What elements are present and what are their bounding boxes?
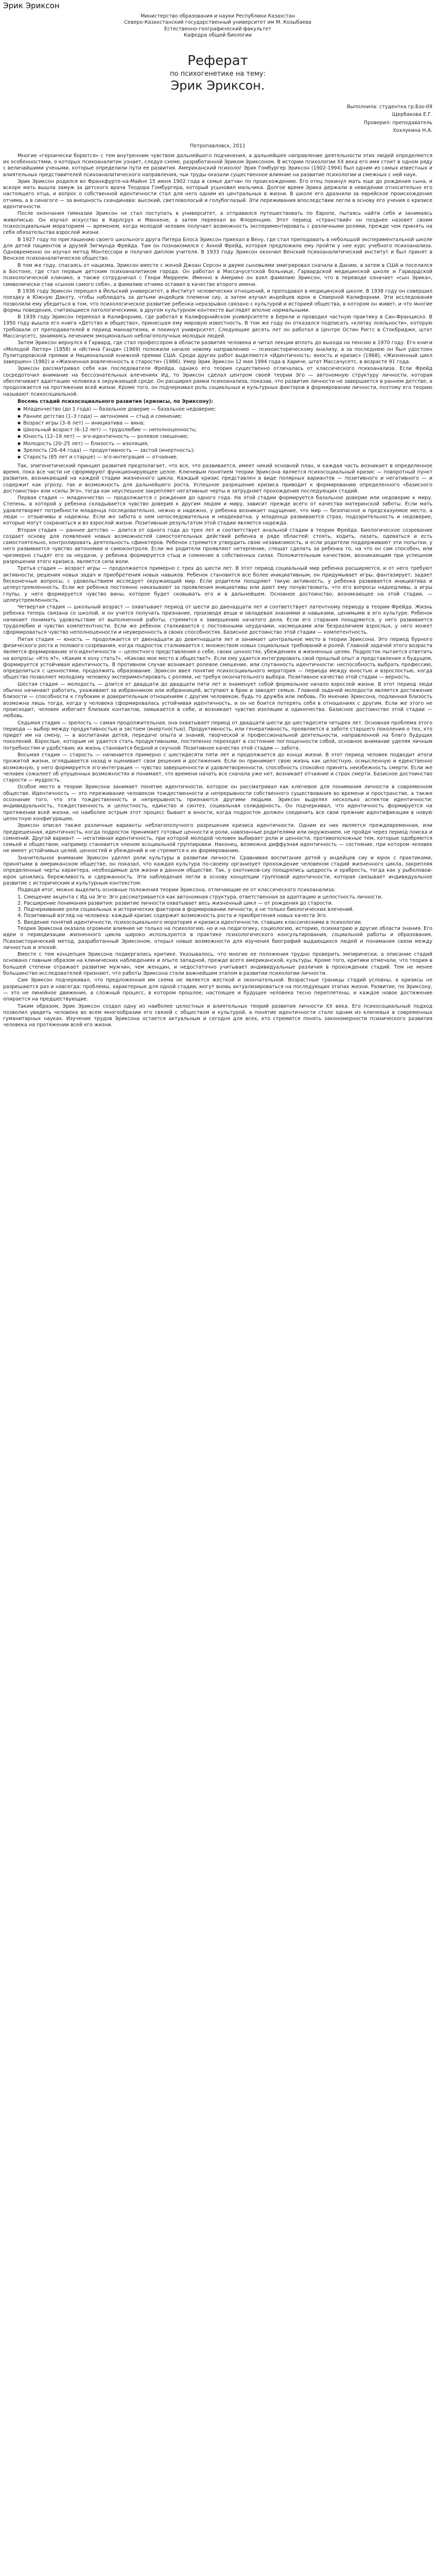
numbered-item: 3. Подчеркивание роли социальных и исторических факторов в формировании личности, а не только биологических влечений. [18, 907, 354, 913]
paragraph: Значительное внимание Эриксон уделял роли культуры в развитии личности. Сравнивая воспитание детей у индейцев сиу и юрок с практиками, принятыми в американском обществе, он показал, что каждая культура по-своему организует прохождение человеком стадий жизненного цикла, закрепляя определенные черты характера, необходимые для жизни в данном обществе. Так, у охотников-сиу поощрялись щедрость и храбрость, тогда как у рыболовов-юрок ценились бережливость и сдержанность. Эти наблюдения легли в основу концепции групповой идентичности, которая связывает индивидуальное развитие с историческим и культурным контекстом. [3, 855, 432, 886]
numbered-item: 1. Смещение акцента с Ид на Эго: Эго рассматривается как автономная структура, ответственная за адаптацию и целостность личности. [18, 894, 383, 900]
stages-heading [18, 399, 432, 405]
paragraph: Четвертая стадия — школьный возраст — охватывает период от шести до двенадцати лет и соответствует латентному периоду в теории Фрейда. Жизнь ребенка теперь связана со школой, и он учится получать признание, производя вещи и овладевая знаниями и навыками, ценимыми в его культуре. Ребенок начинает понимать удовольствие от выполненной работы, стремится к завершению начатого дела. Если его старания поощряются, у него развивается трудолюбие и чувство компетентности. Если же ребенок сталкивается с постоянными неудачами, насмешками или безразличием взрослых, у него может сформироваться чувство неполноценности и неуверенность в своих способностях. Базисное достоинство этой стадии — компетентность. [3, 604, 432, 636]
paragraph: Сам Эриксон подчеркивал, что предложенная им схема не является жесткой и окончательной. Возрастные границы стадий условны, а кризисы не разрешаются раз и навсегда: проблемы, характерные для одной стадии, могут вновь актуализироваться на последующих этапах жизни. Развитие, по Эриксону, — это не линейное движение, а сложный процесс, в котором прошлое, настоящее и будущее человека тесно переплетены, и каждое новое достижение опирается на предшествующие. [3, 977, 432, 1003]
stage-item: ● Младенчество (до 1 года) — базальное доверие — базальное недоверие; [18, 406, 432, 413]
place-date: Петропавловск, 2011 [190, 143, 246, 149]
numbered-item: 4. Позитивный взгляд на человека: каждый кризис содержит возможность роста и приобретения новых качеств Эго. [18, 913, 327, 919]
paragraph: В 1936 году Эриксон перешел в Йельский университет, в Институт человеческих отношений, и преподавал в медицинской школе. В 1938 году он совершил поездку в Южную Дакоту, чтобы наблюдать за детьми индейцев племени сиу, а затем изучал индейцев юрок в Северной Калифорнии. Эти исследования позволили ему убедиться в том, что психологическое развитие ребенка неразрывно связано с культурой и историей общества, в котором он живет, и что многие формы поведения, считающиеся патологическими, в другом культурном контексте выглядят вполне нормальными. [3, 288, 432, 313]
paragraph: Таким образом, Эрик Эриксон создал одну из наиболее целостных и влиятельных теорий развития личности XX века. Его психосоциальный подход позволил увидеть человека во всем многообразии его связей с обществом и культурой, а понятие идентичности стало одним из ключевых в современных гуманитарных науках. Изучение трудов Эриксона остается актуальным и сегодня для всех, кто стремится понять закономерности психического развития человека на протяжении всей его жизни. [3, 1003, 432, 1028]
stage-item: ● Школьный возраст (6–12 лет) — трудолюбие — неполноценность; [18, 427, 432, 433]
signature-line: Щербакова Е.Г. [392, 112, 432, 118]
paragraph: Шестая стадия — молодость — длится от двадцати до двадцати пяти лет и знаменует собой формальное начало взрослой жизни. В этот период люди обычно начинают работать, ухаживают за избранником или избранницей, вступают в брак и заводят семью. Главной задачей молодости является достижение близости — способности к глубоким и доверительным отношениям с другим человеком, будь то дружба или любовь. По мнению Эриксона, подлинная близость возможна лишь тогда, когда у человека сформировалась устойчивая идентичность, и он не боится потерять себя в отношениях с другим. Если же этого не происходит, человек избегает близких контактов, замыкается в себе, и возникает чувство изоляции и одиночества. Базисное достоинство этой стадии — любовь. [3, 681, 432, 719]
header-line-faculty: Естественно-географический факультет [164, 26, 271, 32]
main-section [3, 463, 432, 894]
paragraph: Затем Эриксон вернулся в Гарвард, где стал профессором в области развития человека и читал лекции вплоть до выхода на пенсию в 1970 году. Его книги «Молодой Лютер» (1958) и «Истина Ганди» (1969) положили начало новому направлению — психоисторическому анализу, а за последнюю он был удостоен Пулитцеровской премии и Национальной книжной премии США. Среди других работ выделяются «Идентичность: юность и кризис» (1968), «Жизненный цикл завершен» (1982) и «Жизненная вовлеченность в старости» (1986). Умер Эрик Эриксон 12 мая 1994 года в Хариче, штат Массачусетс, в возрасте 91 года. [3, 340, 432, 365]
paragraph: Эрик Эриксон родился во Франкфурте-на-Майне 15 июня 1902 года в семье датчан по происхождению. Его отец покинул мать еще до рождения сына, и вскоре мать вышла замуж за детского врача Теодора Гомбургера, который усыновил мальчика. Долгое время Эрика держали в неведении относительно его настоящего отца, и вопрос о собственной идентичности стал для него одним из центральных в жизни. В школе его дразнили за еврейское происхождение отчима, а в синагоге — за внешность скандинава: высокий, светловолосый и голубоглазый. Эти переживания впоследствии легли в основу его учения о кризисе идентичности. [3, 178, 432, 210]
numbered-item: 5. Введение понятий идентичности, психосоциального моратория и кризиса идентичности, ставших классическими в психологии. [18, 919, 362, 925]
signature-line: Хохлукина Н.А. [392, 128, 432, 134]
paragraph: Многие «героически борются» с тем внутренним чувством дальнейшего подчинения, а дальнейшее направление деятельности этих людей определяется их особенностями, о которых психоаналитик узнает, следуя схеме, разработанной Эриком Эриксоном. В истории психологии XX века его имя стоит в одном ряду с величайшими учеными, которые определили пути ее развития. Американский психолог Эрик Гомбургер Эриксон (1902-1994) был одним из самых известных и влиятельных представителей психоаналитического направления, чьи труды оказали существенное влияние на развитие психологии и смежных с ней наук. [3, 152, 432, 178]
paragraph: Подводя итог, можно выделить основные положения теории Эриксона, отличающие ее от классического психоанализа: [18, 887, 336, 893]
header-block [3, 13, 432, 39]
paragraph: Теория Эриксона оказала огромное влияние не только на психологию, но и на педагогику, социологию, историю, психиатрию и другие области знания. Его идеи о периодизации жизненного цикла широко используются в практике психологического консультирования, социальной работы и образования. Психоисторический метод, разработанный Эриксоном, открыл новые возможности для изучения биографий выдающихся людей и понимания связи между личностью и эпохой. [3, 926, 432, 951]
closing-section [3, 926, 432, 1029]
intro-section [3, 153, 432, 398]
stage-item: ● Раннее детство (1–3 года) — автономия — стыд и сомнение; [18, 413, 432, 420]
paragraph: Восьмая стадия — старость — начинается примерно с шестидесяти пяти лет и продолжается до конца жизни. В этот период человек подводит итоги прожитой жизни, оглядывается назад и оценивает свои решения и достижения. Если он принимает свою жизнь как целостную, осмысленную и единственно возможную, у него формируется эго-интеграция — чувство завершенности и удовлетворенности, способность спокойно принять неизбежность смерти. Если же человек сожалеет об упущенных возможностях и понимает, что времени начать все сначала уже нет, возникает отчаяние и страх смерти. Базисное достоинство старости — мудрость. [3, 752, 432, 784]
paragraph: Вместе с тем концепция Эриксона подвергалась критике. Указывалось, что многие ее положения трудно проверить эмпирически, а описание стадий основано главным образом на клинических наблюдениях и опыте западной, прежде всего американской, культуры. Кроме того, критики отмечали, что теория в большей степени отражает развитие мужчин, чем женщин, и недостаточно учитывает индивидуальные различия в прохождении стадий. Тем не менее большинство исследователей признают, что работы Эриксона стали важнейшим этапом в развитии психологии личности. [3, 952, 432, 977]
signature-block [3, 104, 432, 134]
paragraph: Пятая стадия — юность — продолжается от двенадцати до девятнадцати лет и занимает центральное место в теории Эриксона. Это период бурного физического роста и полового созревания, когда подросток сталкивается с множеством новых социальных требований и ролей. Главной задачей этого возраста является формирование эго-идентичности — целостного представления о себе, своих ценностях, убеждениях и жизненных целях. Подросток пытается ответить на вопросы: «Кто я?», «Каким я хочу стать?», «Каково мое место в обществе?». Если ему удается интегрировать свой прошлый опыт и представления о будущем, формируется устойчивая идентичность. В противном случае возникает ролевое смешение, или спутанность идентичности: неспособность выбрать профессию, определиться с ценностями, продолжить образование. Эриксон ввел понятие психосоциального моратория — периода между юностью и взрослостью, когда общество позволяет молодому человеку экспериментировать с ролями, не требуя окончательного выбора. Позитивное качество этой стадии — верность. [3, 636, 432, 681]
paragraph: Так, эпигенетический принцип развития предполагает, что все, что развивается, имеет некий основной план, и каждая часть возникает в определенное время, пока все части не сформируют функционирующее целое. Ключевым понятием теории Эриксона является психосоциальный кризис — поворотный пункт развития, возникающий на каждой стадии жизненного цикла. Каждый кризис представлен в виде полярных вариантов — позитивного и негативного — и содержит как угрозу, так и возможность для дальнейшего роста. Успешное разрешение кризиса приводит к формированию определенного «базисного достоинства» или «силы Эго», тогда как неуспешное закрепляет негативные черты и затрудняет прохождение последующих стадий. [3, 463, 432, 494]
paragraph: Особое место в теории Эриксона занимает понятие идентичности, которое он рассматривал как ключевое для понимания личности в современном обществе. Идентичность — это переживание человеком тождественности и непрерывности собственного существования во времени и пространстве, а также осознание того, что эта тождественность и непрерывность признаются другими людьми. Эриксон выделял несколько аспектов идентичности: индивидуальность, тождественность и целостность, единство и синтез, социальная солидарность. Он подчеркивал, что идентичность формируется на протяжении всей жизни, но наиболее острым этот процесс бывает в юности, когда подросток должен соединить все свои прежние идентификации в новую целостную конфигурацию. [3, 784, 432, 822]
document-body [3, 13, 432, 1029]
paragraph: В 1927 году по приглашению своего школьного друга Питера Блоса Эриксон приехал в Вену, где стал преподавать в небольшой экспериментальной школе для детей пациентов и друзей Зигмунда Фрейда. Там он познакомился с Анной Фрейд, которая предложила ему пройти у нее курс учебного психоанализа. Одновременно он изучал метод Монтессори и получил диплом учителя. В 1933 году Эриксон окончил Венский психоаналитический институт и был принят в Венское психоаналитическое общество. [3, 236, 432, 262]
paragraph: Третья стадия — возраст игры — продолжается примерно с трех до шести лет. В этот период социальный мир ребенка расширяется, и от него требуют активности, решения новых задач и приобретения новых навыков. Ребенок становится все более инициативным, он придумывает игры, фантазирует, задает бесконечные вопросы, с удовольствием исследует окружающий мир. Если родители поощряют такую активность, у ребенка развивается инициатива и целеустремленность. Если же ребенка постоянно наказывают за проявления инициативы или дают ему почувствовать, что его вопросы надоедливы, а игры глупы, у него формируется чувство вины, которое будет сковывать его и в дальнейшем. Основное достоинство, возникающее на этой стадии, — целеустремленность. [3, 566, 432, 603]
paragraph: Эриксон описал также различные варианты неблагополучного разрешения кризиса идентичности. Одним из них является преждевременная, или предрешенная, идентичность, когда подросток принимает готовые ценности и роли, навязанные родителями или окружением, не пройдя через период поиска и сомнений. Другой вариант — негативная идентичность, при которой молодой человек выбирает роли и ценности, противоположные тем, которые одобряются семьей и обществом, например становится членом асоциальной группировки. Наконец, возможна диффузная идентичность — состояние, при котором человек не имеет устойчивых целей, ценностей и убеждений и не стремится к их формированию. [3, 823, 432, 854]
stage-item: ● Молодость (20–25 лет) — близость — изоляция; [18, 440, 432, 447]
essay-subtitle: по психогенетике на тему: [170, 70, 266, 78]
paragraph: Эриксон рассматривал себя как последователя Фрейда, однако его теория существенно отличалась от классического психоанализа. Если Фрейд сосредоточил внимание на бессознательных влечениях Ид, то Эриксон сделал центром своей теории Эго — автономную структуру личности, которая обеспечивает адаптацию человека к окружающей среде. Он расширил рамки психоанализа, показав, что развитие личности не завершается в раннем детстве, а продолжается на протяжении всей жизни. Кроме того, он подчеркивал роль социальных и культурных факторов в формировании личности, поэтому его теорию называют психосоциальной. [3, 366, 432, 397]
essay-title: Реферат [187, 53, 248, 69]
numbered-item: 2. Расширение понимания развития: развитие личности охватывает весь жизненный цикл — от рождения до старости. [18, 900, 333, 906]
title-block [3, 53, 432, 93]
stages-list [3, 406, 432, 461]
signature-line: Проверил: преподаватель [363, 120, 432, 126]
paragraph: После окончания гимназии Эриксон не стал поступать в университет, а отправился путешествовать по Европе, пытаясь найти себя и занимаясь живописью. Он изучал искусство в Карлсруэ и Мюнхене, а затем переехал во Флоренцию. Этот период «странствий» он позднее назовет своим психосоциальным мораторием — временем, когда молодой человек получает возможность экспериментировать с различными ролями, прежде чем принять на себя обязательства взрослой жизни. [3, 211, 432, 236]
numbered-list [3, 894, 432, 926]
stage-item: ● Старость (65 лет и старше) — эго-интеграция — отчаяние. [18, 454, 432, 461]
paragraph: Первая стадия — младенчество — продолжается с рождения до одного года. На этой стадии формируется базальное доверие или недоверие к миру. Степень, в которой у ребенка складывается чувство доверия к другим людям и миру, зависит прежде всего от качества материнской заботы. Если мать удовлетворяет потребности младенца последовательно, нежно и надежно, у ребенка возникает ощущение, что мир — безопасное и предсказуемое место, а люди — отзывчивы и надежны. Если же забота о нем непоследовательна и неадекватна, у младенца развиваются страх, подозрительность и недоверие, которые могут сохраниться и во взрослой жизни. Позитивным результатом этой стадии является надежда. [3, 495, 432, 527]
stage-item: ● Зрелость (26–64 года) — продуктивность — застой (инертность); [18, 447, 432, 454]
signature-line: Выполнила: студентка гр.Бзо-09 [346, 104, 432, 110]
stage-item: ● Юность (12–19 лет) — эго-идентичность — ролевое смешение; [18, 433, 432, 440]
page-title: Эрик Эриксон [3, 1, 60, 10]
paragraph: В 1939 году Эриксон переехал в Калифорнию, где работал в Калифорнийском университете в Беркли и проводил частную практику в Сан-Франциско. В 1950 году вышла его книга «Детство и общество», принесшая ему мировую известность. В том же году он отказался подписать «клятву лояльности», которую требовали от преподавателей в период маккартизма, и покинул университет. Следующие десять лет он работал в Центре Остин Риггс в Стокбридже, штат Массачусетс, занимаясь лечением эмоционально неблагополучных молодых людей. [3, 314, 432, 339]
paragraph: В том же году, спасаясь от нацизма, Эриксон вместе с женой Джоан Серсон и двумя сыновьями эмигрировал сначала в Данию, а затем в США и поселился в Бостоне, где стал первым детским психоаналитиком города. Он работал в Массачусетской больнице, Гарвардской медицинской школе и Гарвардской психологической клинике, а также сотрудничал с Генри Мюрреем. Именно в Америке он взял фамилию Эриксон, что в переводе означает «сын Эрика», символически став «сыном самого себя», а фамилию отчима оставил в качестве второго имени. [3, 262, 432, 287]
essay-topic: Эрик Эриксон. [170, 78, 265, 93]
header-line-university: Северо-Казахстанский государственный университет им М. Козыбаева [124, 20, 311, 26]
paragraph: Седьмая стадия — зрелость — самая продолжительная, она охватывает период от двадцати шести до шестидесяти четырех лет. Основная проблема этого периода — выбор между продуктивностью и застоем (инертностью). Продуктивность, или генеративность, проявляется в заботе старшего поколения о тех, кто придет им на смену, — в воспитании детей, передаче опыта и знаний, творческой и профессиональной деятельности, направленной на благо будущих поколений. Взрослые, которым не удается стать продуктивными, постепенно переходят в состояние поглощенности собой, основное внимание уделяя личным потребностям и удобствам; их жизнь становится бедной и скучной. Позитивное качество этой стадии — забота. [3, 720, 432, 751]
paragraph: Вторая стадия — раннее детство — длится от одного года до трех лет и соответствует анальной стадии в теории Фрейда. Биологическое созревание создает основу для появления новых возможностей самостоятельных действий ребенка в ряде областей: стоять, ходить, лазать, одеваться и есть самостоятельно, контролировать деятельность сфинктеров. Ребенок стремится утвердить свою независимость, и если родители поддерживают эти попытки, у него развивается чувство автономии и самоконтроля. Если же родители проявляют нетерпение, спешат сделать за ребенка то, на что он сам способен, или чрезмерно стыдят его за неудачи, у ребенка формируется стыд и сомнение в собственных силах. Положительным качеством, возникающим при успешном разрешении этого кризиса, является сила воли. [3, 527, 432, 565]
header-line-ministry: Министерство образования и науки Республики Казахстан [141, 13, 295, 19]
header-line-department: Кафедра общей биологии [184, 32, 252, 38]
stage-item: ● Возраст игры (3–6 лет) — инициатива — вина; [18, 420, 432, 427]
stages-heading-text: Восемь стадий психосоциального развития (кризисы, по Эриксону): [18, 398, 213, 404]
